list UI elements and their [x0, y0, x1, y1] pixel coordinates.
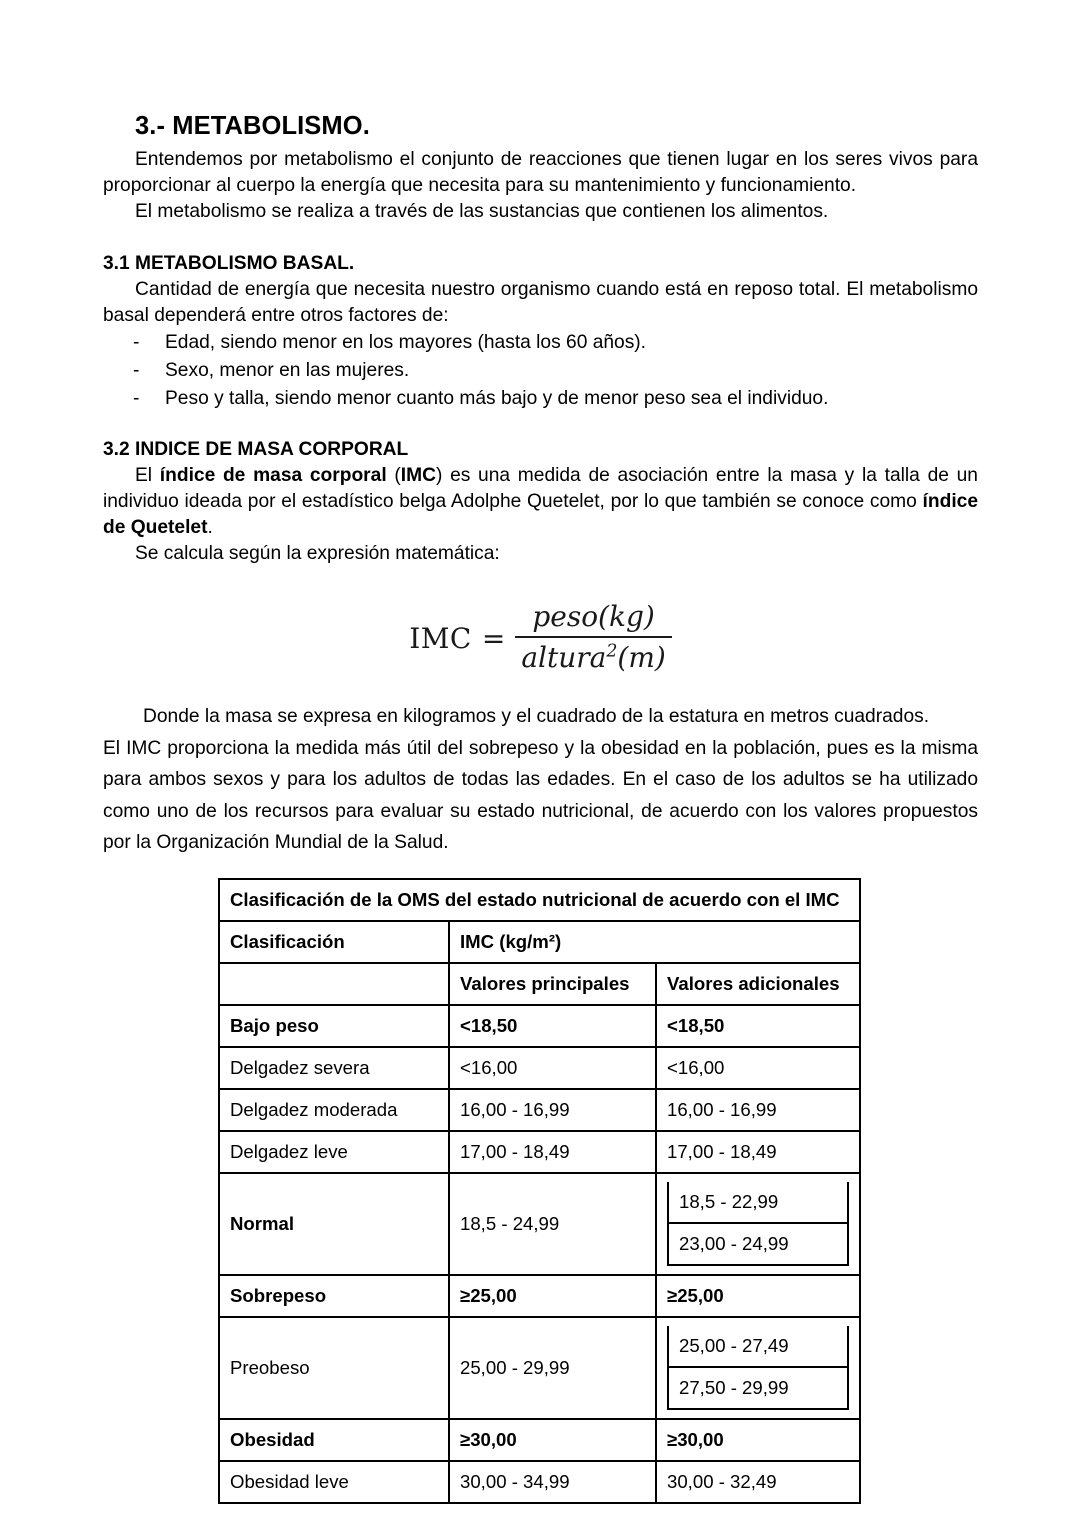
table-row: [219, 1089, 860, 1131]
list-item-label: Edad, siendo menor en los mayores (hasta los 60 años).: [165, 332, 647, 354]
list-item-label: Sexo, menor en las mujeres.: [165, 360, 410, 382]
row-label: Bajo peso: [219, 1005, 449, 1047]
row-label: Delgadez leve: [219, 1131, 449, 1173]
metabolismo-basal-factor-list: [103, 329, 978, 413]
denominator-base: altura: [521, 641, 607, 675]
row-additional-value: 16,00 - 16,99: [656, 1089, 860, 1131]
row-label: Delgadez severa: [219, 1047, 449, 1089]
dash-bullet-icon: -: [133, 388, 140, 410]
section-3-1-paragraph: Cantidad de energía que necesita nuestro organismo cuando está en reposo total. El metabolismo basal dependerá entre otros factores de:: [103, 279, 978, 327]
row-additional-value: <16,00: [656, 1047, 860, 1089]
intro-paragraph-1: Entendemos por metabolismo el conjunto de reacciones que tienen lugar en los seres vivos para proporcionar al cuerpo la energía que necesita para su mantenimiento y funcionamiento.: [103, 149, 978, 197]
section-heading-3-2: 3.2 INDICE DE MASA CORPORAL: [103, 439, 409, 461]
imc-acronym-bold: IMC: [400, 465, 436, 487]
list-item: [103, 357, 978, 385]
imc-text-a: El: [135, 465, 160, 487]
header-clasificacion: Clasificación: [219, 921, 449, 963]
formula-left-side: IMC: [409, 621, 472, 655]
intro-paragraph-2: El metabolismo se realiza a través de las sustancias que contienen los alimentos.: [135, 201, 829, 223]
list-item: [103, 385, 978, 413]
list-item-label: Peso y talla, siendo menor cuanto más bajo y de menor peso sea el individuo.: [165, 388, 829, 410]
imc-formula: [409, 601, 672, 675]
paragraph-3-body: El IMC proporciona la medida más útil del sobrepeso y la obesidad en la población, pues es la misma para ambos sexos y para los adultos de todas las edades. En el caso de los adultos se ha utilizado como uno de los recursos para evaluar su estado nutricional, de acuerdo con los valores propuestos por la Organización Mundial de la Salud.: [103, 737, 978, 854]
section-3-2-paragraph-1: [103, 463, 978, 541]
row-additional-value: ≥30,00: [656, 1419, 860, 1461]
row-additional-value: <18,50: [656, 1005, 860, 1047]
imc-term-bold: índice de masa corporal: [159, 465, 387, 487]
table-row: [219, 1173, 860, 1275]
row-main-value: 18,5 - 24,99: [449, 1173, 656, 1275]
row-additional-value: 23,00 - 24,99: [668, 1223, 848, 1265]
imc-text-g: .: [207, 517, 213, 539]
row-main-value: 17,00 - 18,49: [449, 1131, 656, 1173]
table-caption-cell: Clasificación de la OMS del estado nutricional de acuerdo con el IMC: [219, 879, 860, 921]
formula-equals-sign: =: [481, 621, 506, 655]
row-main-value: ≥30,00: [449, 1419, 656, 1461]
table-row: [219, 1317, 860, 1419]
table-row: [219, 1275, 860, 1317]
row-label: Obesidad: [219, 1419, 449, 1461]
table-caption-row: [219, 879, 860, 921]
imc-classification-table: [218, 878, 861, 1504]
row-additional-value: 17,00 - 18,49: [656, 1131, 860, 1173]
dash-bullet-icon: -: [133, 360, 140, 382]
section-3-2-paragraph-2: Se calcula según la expresión matemática:: [135, 543, 500, 565]
section-3-2-paragraph-3: [103, 701, 978, 859]
table-row: [219, 1131, 860, 1173]
imc-text-e: ) es una medida de asociación entre la masa y la talla de un individuo ideada por el estadístico belga Adolphe Quetelet, por lo que también se conoce como: [103, 465, 978, 513]
quetelet-term-bold: índice de Quetelet: [103, 491, 978, 539]
row-additional-value: 27,50 - 29,99: [668, 1367, 848, 1409]
table-row: [219, 1005, 860, 1047]
list-item: [103, 329, 978, 357]
header-valores-adicionales: Valores adicionales: [656, 963, 860, 1005]
imc-classification-table-wrapper: [218, 878, 859, 1504]
table-header-row-2: [219, 963, 860, 1005]
dash-bullet-icon: -: [133, 332, 140, 354]
table-row: [219, 1419, 860, 1461]
row-additional-value: 30,00 - 32,49: [656, 1461, 860, 1503]
section-heading-3-1: 3.1 METABOLISMO BASAL.: [103, 253, 355, 275]
row-main-value: 16,00 - 16,99: [449, 1089, 656, 1131]
table-row: [219, 1461, 860, 1503]
row-label: Delgadez moderada: [219, 1089, 449, 1131]
row-main-value: <16,00: [449, 1047, 656, 1089]
formula-denominator: [515, 638, 671, 674]
header-valores-principales: Valores principales: [449, 963, 656, 1005]
row-additional-value: 18,5 - 22,99: [668, 1182, 848, 1223]
header-blank-cell: [219, 963, 449, 1005]
formula-numerator: peso(kg): [532, 600, 655, 634]
denominator-exponent: 2: [606, 641, 618, 662]
row-main-value: 25,00 - 29,99: [449, 1317, 656, 1419]
row-additional-split: [656, 1173, 860, 1275]
formula-fraction: [515, 600, 671, 674]
row-label: Normal: [219, 1173, 449, 1275]
paragraph-3-lead-sentence: Donde la masa se expresa en kilogramos y el cuadrado de la estatura en metros cuadrados.: [143, 706, 930, 728]
imc-text-c: (: [386, 465, 401, 487]
imc-formula-block: [103, 601, 978, 675]
row-label: Obesidad leve: [219, 1461, 449, 1503]
page-title: 3.- METABOLISMO.: [135, 112, 370, 140]
row-label: Preobeso: [219, 1317, 449, 1419]
denominator-tail: (m): [617, 641, 666, 675]
table-header-row-1: [219, 921, 860, 963]
row-main-value: <18,50: [449, 1005, 656, 1047]
document-content: [103, 112, 978, 859]
row-main-value: ≥25,00: [449, 1275, 656, 1317]
row-main-value: 30,00 - 34,99: [449, 1461, 656, 1503]
header-imc-units: IMC (kg/m²): [449, 921, 860, 963]
row-additional-split: [656, 1317, 860, 1419]
row-label: Sobrepeso: [219, 1275, 449, 1317]
row-additional-value: ≥25,00: [656, 1275, 860, 1317]
table-row: [219, 1047, 860, 1089]
row-additional-value: 25,00 - 27,49: [668, 1326, 848, 1367]
